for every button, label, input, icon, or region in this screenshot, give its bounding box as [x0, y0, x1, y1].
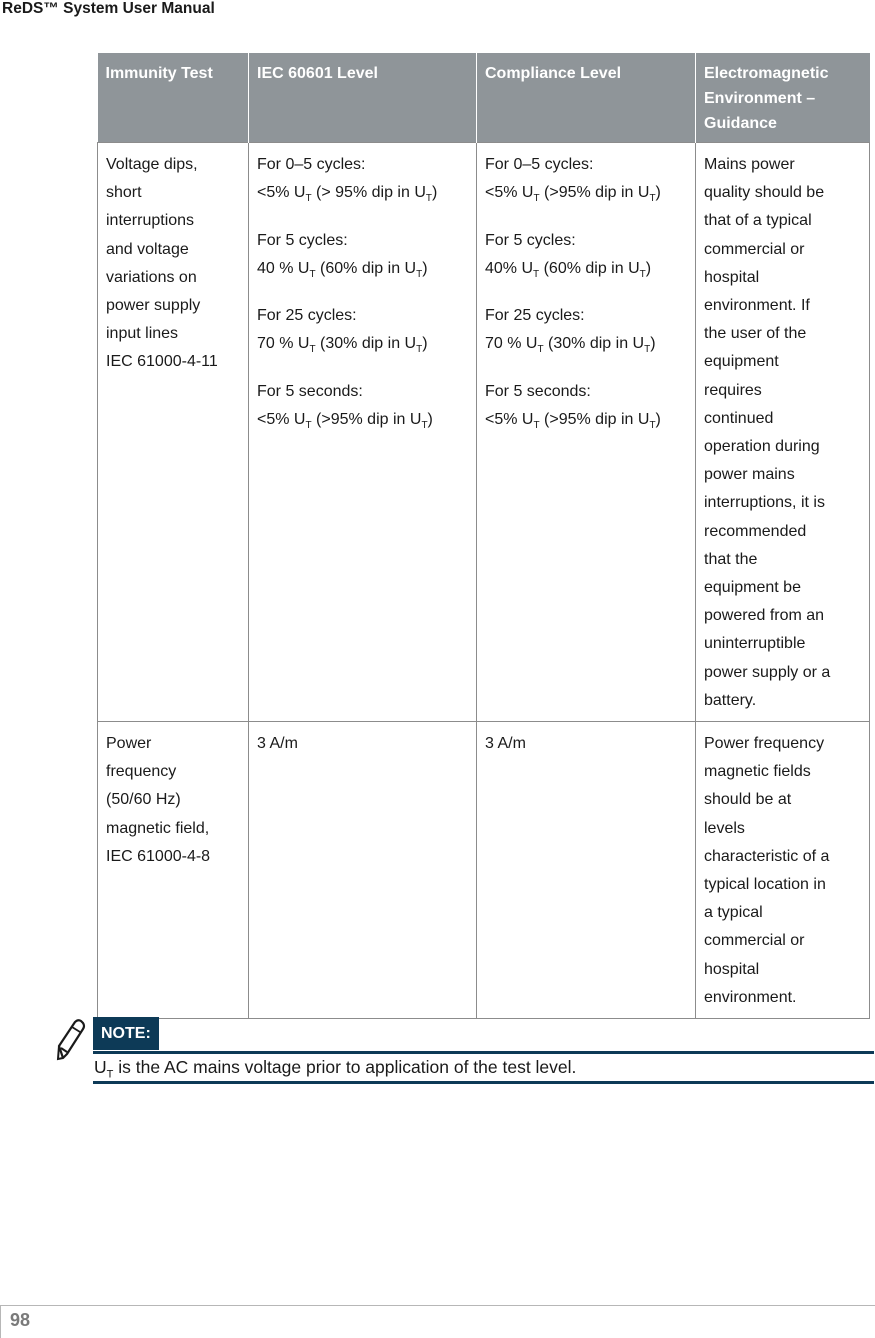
cell-text: <5% $U_T$ (>95% dip in $U_T$) — [485, 184, 661, 205]
cell-text: hospital — [704, 960, 760, 978]
cell-text: For 5 seconds: — [257, 382, 363, 400]
cell-text: levels — [704, 819, 745, 837]
cell-text: 40 % $U_T$ (60% dip in $U_T$) — [257, 259, 428, 280]
cell-text: should be at — [704, 791, 792, 809]
table-header-row — [98, 53, 870, 143]
cell-text: quality should be — [704, 184, 825, 202]
cell-text: that the — [704, 550, 758, 568]
note-text-u: U — [94, 1057, 107, 1077]
cell-text: For 5 cycles: — [485, 231, 576, 249]
cell-text: hospital — [704, 268, 760, 286]
cell-text: 70 % $U_T$ (30% dip in $U_T$) — [257, 335, 428, 356]
col-header-immunity-test: Immunity Test — [98, 53, 249, 143]
cell-text: and voltage — [106, 240, 189, 258]
cell-iec-level — [249, 722, 477, 1019]
cell-text: 70 % $U_T$ (30% dip in $U_T$) — [485, 335, 656, 356]
cell-text: For 5 cycles: — [257, 231, 348, 249]
cell-immunity-test — [98, 722, 249, 1019]
table-row — [98, 143, 870, 722]
cell-text: For 25 cycles: — [485, 307, 585, 325]
pencil-note-icon — [55, 1018, 87, 1062]
col-header-guidance: Electromagnetic Environment – Guidance — [696, 53, 870, 143]
cell-text: magnetic fields — [704, 763, 811, 781]
cell-text: requires — [704, 381, 762, 399]
cell-text: power supply — [106, 297, 201, 315]
cell-text: battery. — [704, 691, 757, 709]
cell-text: input lines — [106, 325, 179, 343]
cell-text: magnetic field, — [106, 819, 210, 837]
cell-text: For 0–5 cycles: — [257, 156, 366, 173]
cell-text: typical location in — [704, 876, 826, 894]
cell-compliance-level — [477, 722, 696, 1019]
cell-text: a typical — [704, 904, 763, 922]
note-label: NOTE: — [93, 1017, 159, 1050]
cell-text: Voltage dips, — [106, 156, 198, 173]
cell-text: For 5 seconds: — [485, 382, 591, 400]
cell-text: IEC 61000-4-8 — [106, 847, 211, 865]
cell-text: For 0–5 cycles: — [485, 156, 594, 173]
cell-text: equipment — [704, 353, 779, 371]
page-footer — [0, 1305, 875, 1337]
cell-text: <5% $U_T$ (>95% dip in $U_T$) — [485, 410, 661, 432]
running-header: ReDS™ System User Manual — [2, 0, 215, 17]
cell-text: frequency — [106, 763, 177, 781]
emc-immunity-table — [97, 53, 870, 1019]
cell-text: variations on — [106, 268, 197, 286]
cell-text: equipment be — [704, 579, 801, 597]
cell-text: Power frequency — [704, 735, 825, 753]
cell-text: uninterruptible — [704, 635, 806, 653]
cell-text: the user of the — [704, 325, 807, 343]
note-text-subscript: T — [106, 1068, 114, 1081]
cell-text: (50/60 Hz) — [106, 791, 181, 809]
cell-text: environment. — [704, 988, 797, 1006]
cell-text: powered from an — [704, 607, 825, 625]
cell-text: commercial or — [704, 240, 805, 258]
cell-text: 3 A/m — [257, 735, 298, 753]
cell-text: power supply or a — [704, 663, 831, 681]
cell-text: <5% $U_T$ (>95% dip in $U_T$) — [257, 410, 433, 432]
cell-text: interruptions — [106, 212, 195, 230]
note-rule-top — [93, 1051, 874, 1054]
cell-text: IEC 61000-4-11 — [106, 353, 218, 371]
cell-guidance — [696, 722, 870, 1019]
cell-text: For 25 cycles: — [257, 307, 357, 325]
note-text-body: is the AC mains voltage prior to application of the test level. — [113, 1057, 577, 1077]
cell-guidance — [696, 143, 870, 722]
cell-iec-level — [249, 143, 477, 722]
cell-text: 3 A/m — [485, 735, 526, 753]
cell-text: continued — [704, 409, 774, 427]
cell-immunity-test — [98, 143, 249, 722]
col-header-compliance-level: Compliance Level — [477, 53, 696, 143]
cell-text: 40% $U_T$ (60% dip in $U_T$) — [485, 259, 652, 280]
cell-text: interruptions, it is — [704, 494, 825, 512]
cell-text: Mains power — [704, 156, 795, 173]
col-header-iec-level: IEC 60601 Level — [249, 53, 477, 143]
note-rule-bottom — [93, 1081, 874, 1084]
cell-text: Power — [106, 735, 152, 753]
table-row — [98, 722, 870, 1019]
cell-text: operation during — [704, 438, 820, 456]
cell-text: <5% $U_T$ (> 95% dip in $U_T$) — [257, 184, 438, 205]
page-number: 98 — [10, 1310, 31, 1330]
cell-text: short — [106, 184, 142, 202]
cell-text: commercial or — [704, 932, 805, 950]
cell-text: environment. If — [704, 297, 810, 315]
cell-text: recommended — [704, 522, 807, 540]
cell-text: that of a typical — [704, 212, 812, 230]
cell-text: power mains — [704, 466, 795, 484]
cell-text: characteristic of a — [704, 847, 830, 865]
cell-compliance-level — [477, 143, 696, 722]
